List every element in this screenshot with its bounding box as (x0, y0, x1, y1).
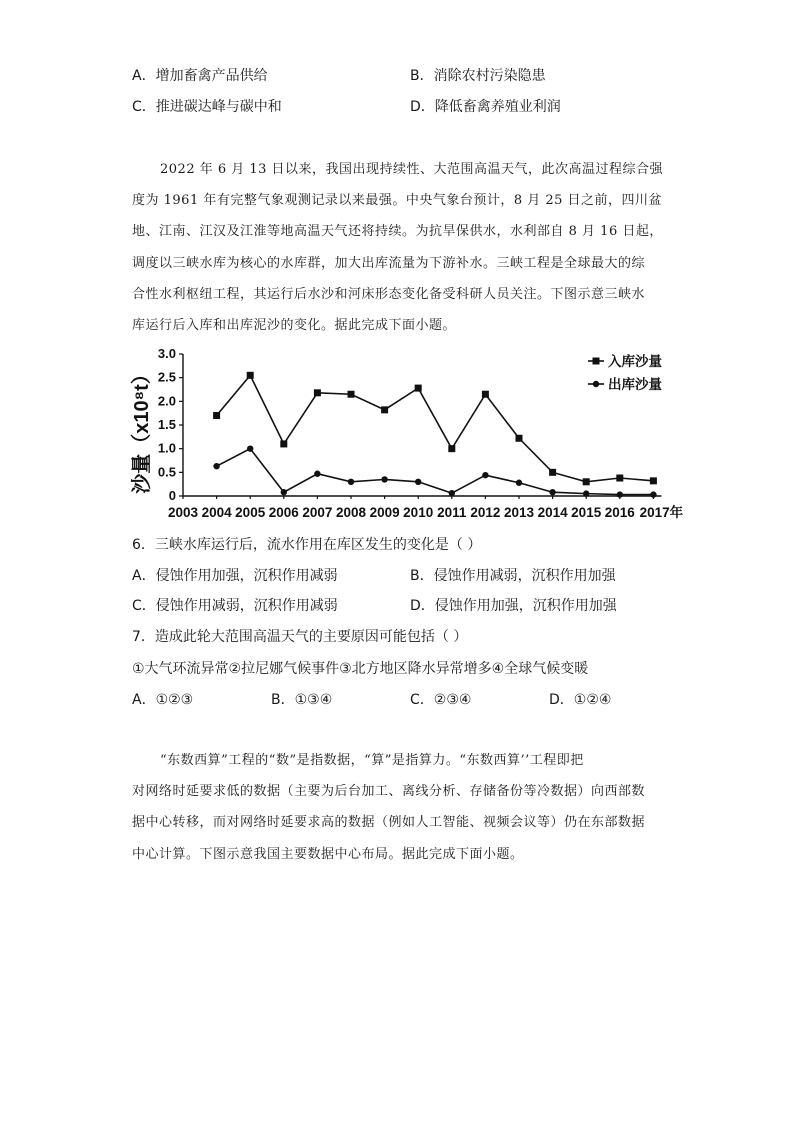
x-tick-label: 2015 (571, 505, 602, 520)
data-point-inflow (348, 391, 355, 398)
data-point-inflow (381, 406, 388, 413)
x-tick-labels (168, 504, 684, 520)
passage-line: 度为 1961 年有完整气象观测记录以来最强。中央气象台预计，8 月 25 日之前，四川盆 (132, 193, 663, 209)
y-tick-label: 1.0 (157, 440, 176, 456)
passage-line: 2022 年 6 月 13 日以来，我国出现持续性、大范围高温天气，此次高温过程综合强 (160, 162, 664, 177)
data-point-inflow (482, 391, 489, 398)
x-tick-label: 2004 (201, 505, 232, 520)
option-d: D．降低畜禽养殖业利润 (410, 99, 561, 115)
chart-series-lines (217, 375, 654, 494)
legend-label: 出库沙量 (608, 377, 662, 392)
legend-marker-circle (593, 381, 599, 387)
data-point-outflow (348, 479, 354, 485)
q6-option-c: C．侵蚀作用减弱，沉积作用减弱 (132, 598, 338, 614)
chart-legend (588, 353, 662, 392)
sediment-line-chart (128, 340, 698, 525)
data-point-outflow (583, 490, 589, 496)
passage-line: 库运行后入库和出库泥沙的变化。据此完成下面小题。 (132, 317, 457, 333)
q6-option-d: D．侵蚀作用加强，沉积作用加强 (410, 598, 617, 614)
x-tick-label: 2012 (470, 505, 501, 520)
passage-line: 调度以三峡水库为核心的水库群，加大出库流量为下游补水。三峡工程是全球最大的综 (132, 255, 646, 271)
legend-label: 入库沙量 (608, 354, 662, 369)
x-tick-label: 2003 (167, 505, 199, 520)
option-a: A．增加畜禽产品供给 (132, 68, 268, 84)
y-tick-labels (158, 346, 176, 503)
legend-marker-square (593, 358, 600, 365)
x-tick-label: 2013 (503, 505, 535, 520)
q7-option-b: B．①③④ (271, 692, 333, 708)
x-tick-label: 2006 (268, 505, 299, 520)
data-point-outflow (415, 479, 421, 485)
q7-statements: ①大气环流异常②拉尼娜气候事件③北方地区降水异常增多④全球气候变暖 (132, 661, 589, 677)
y-axis-label: 沙量（x10⁸t） (131, 364, 153, 494)
y-tick-label: 2.5 (157, 369, 176, 385)
data-point-outflow (213, 463, 219, 469)
question-7-stem: 7．造成此轮大范围高温天气的主要原因可能包括（ ） (132, 629, 468, 645)
y-tick-label: 2.0 (157, 393, 176, 409)
passage-line: “东数西算”工程的“数”是指数据，“算”是指算力。“东数西算’’工程即把 (160, 753, 584, 768)
x-tick-label: 2008 (335, 505, 367, 520)
data-point-outflow (650, 491, 656, 497)
data-point-outflow (549, 489, 555, 495)
x-tick-label: 2009 (369, 505, 400, 520)
passage-line: 据中心转移，而对网络时延要求高的数据（例如人工智能、视频会议等）仍在东部数据 (132, 815, 646, 831)
y-tick-label: 1.5 (157, 417, 176, 432)
passage-east-data-west-compute (132, 745, 677, 870)
x-tick-label: 2005 (235, 505, 266, 520)
data-point-outflow (381, 476, 387, 482)
y-tick-label: 3.0 (157, 346, 176, 361)
passage-line: 地、江南、江汉及江淮等地高温天气还将持续。为抗旱保供水，水利部自 8 月 16 日起， (132, 224, 663, 240)
q7-option-d: D．①②④ (549, 692, 612, 708)
q6-option-a: A．侵蚀作用加强，沉积作用减弱 (132, 568, 338, 584)
y-tick-label: 0.5 (157, 464, 176, 480)
x-tick-label: 2007 (302, 505, 333, 520)
series-line-0 (217, 375, 654, 482)
series-line-1 (217, 449, 654, 495)
x-tick-label: 2010 (403, 505, 434, 520)
data-point-inflow (280, 440, 287, 447)
data-point-inflow (516, 435, 523, 442)
data-point-inflow (549, 469, 556, 476)
data-point-inflow (314, 389, 321, 396)
x-tick-label: 2011 (437, 505, 467, 520)
data-point-inflow (415, 385, 422, 392)
data-point-inflow (583, 478, 590, 485)
question-6-stem: 6．三峡水库运行后，流水作用在库区发生的变化是（ ） (132, 537, 482, 553)
q7-option-c: C．②③④ (410, 692, 472, 708)
passage-line: 合性水利枢纽工程，其运行后水沙和河床形态变化备受科研人员关注。下图示意三峡水 (132, 286, 646, 302)
data-point-outflow (281, 489, 287, 495)
x-tick-label: 2014 (537, 505, 568, 520)
option-b: B．消除农村污染隐患 (410, 68, 546, 84)
data-point-outflow (247, 445, 253, 451)
q6-option-b: B．侵蚀作用减弱，沉积作用加强 (410, 568, 616, 584)
data-point-inflow (448, 445, 455, 452)
passage-line: 对网络时延要求低的数据（主要为后台加工、离线分析、存储备份等冷数据）向西部数 (132, 784, 646, 800)
x-tick-label: 2017年 (639, 505, 684, 520)
data-point-inflow (213, 412, 220, 419)
data-point-outflow (482, 472, 488, 478)
passage-line: 中心计算。下图示意我国主要数据中心布局。据此完成下面小题。 (132, 846, 524, 862)
q7-option-a: A．①②③ (132, 692, 194, 708)
data-point-inflow (247, 372, 254, 379)
option-c: C．推进碳达峰与碳中和 (132, 99, 282, 115)
data-point-outflow (516, 480, 522, 486)
passage-heat-wave (132, 154, 677, 341)
data-point-inflow (616, 475, 623, 482)
data-point-outflow (617, 491, 623, 497)
data-point-outflow (449, 490, 455, 496)
y-tick-label: 0 (168, 488, 176, 503)
x-tick-label: 2016 (604, 505, 635, 520)
data-point-inflow (650, 477, 657, 484)
data-point-outflow (314, 471, 320, 477)
